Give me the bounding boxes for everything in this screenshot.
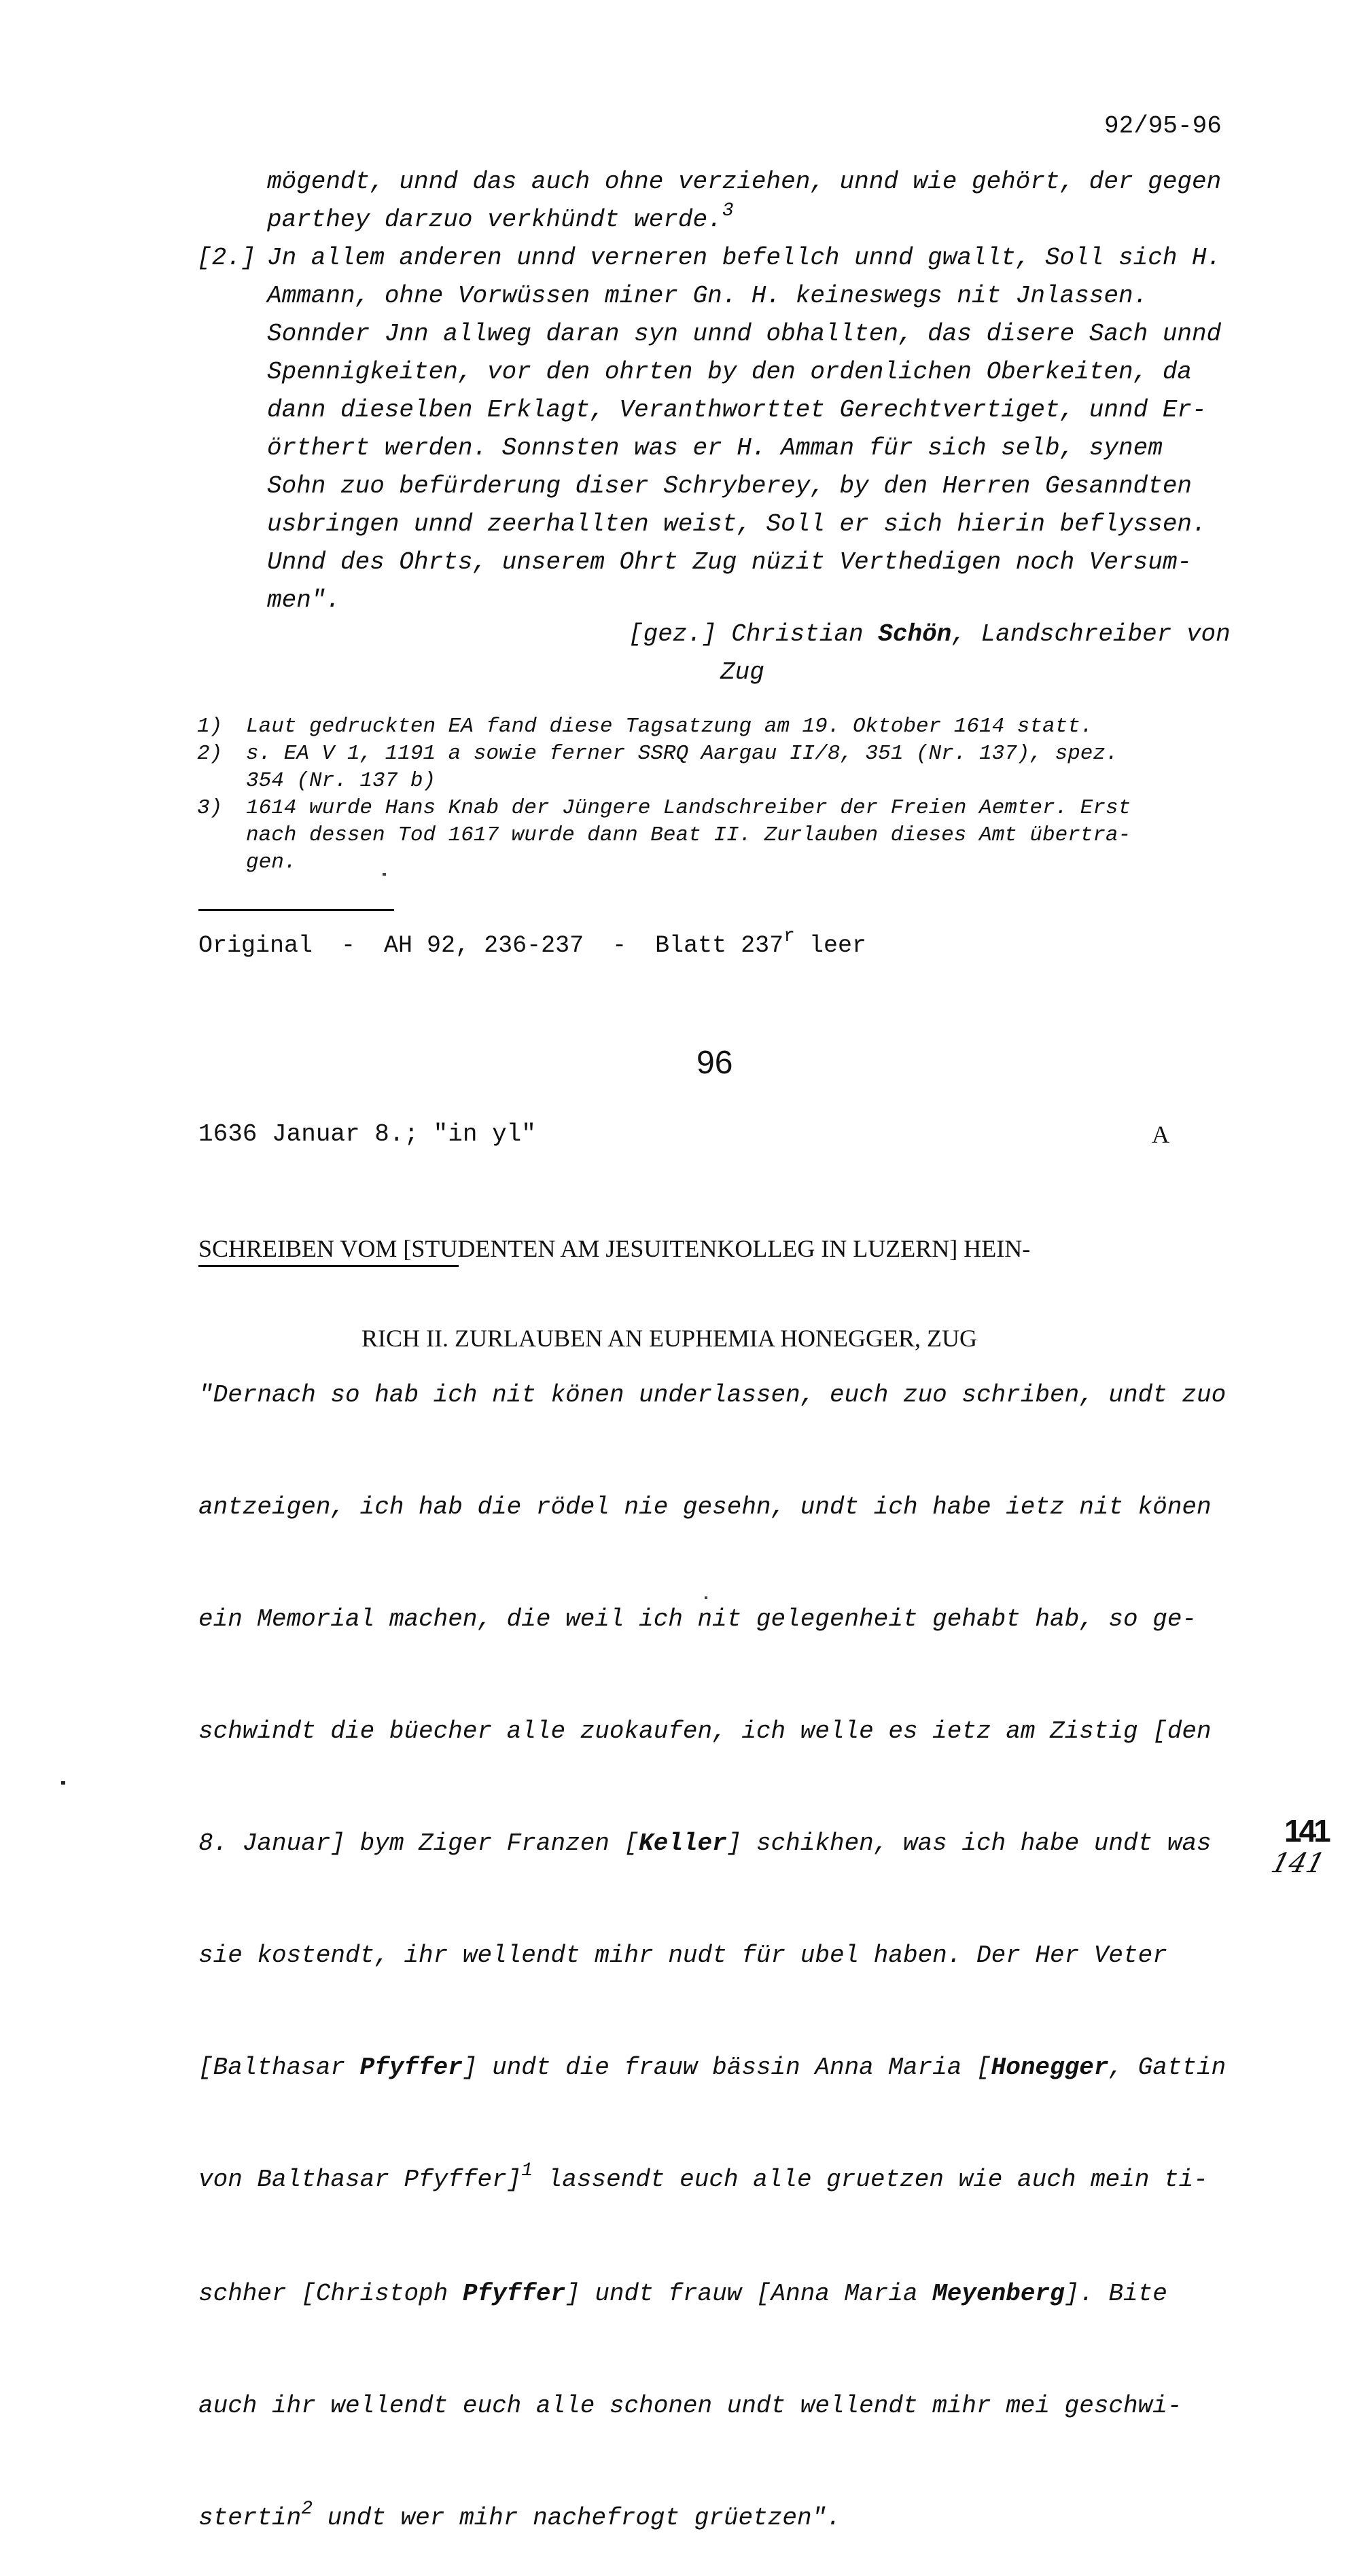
text-line: mögendt, unnd das auch ohne verziehen, unnd wie gehört, der gegen [267,168,1222,196]
source-note: Original - AH 92, 236-237 - Blatt 237$^r$ leer [198,926,866,959]
person-name: Pfyffer [462,2280,566,2308]
footnote-line: gen. [246,851,297,874]
text-line: antzeigen, ich hab die rödel nie gesehn, undt ich habe ietz nit könen [198,1493,1212,1521]
footnote-line: Laut gedruckten EA fand diese Tagsatzung am 19. Oktober 1614 statt. [246,715,1093,738]
text-line: örthert werden. Sonnsten was er H. Amman für sich selb, synem [267,434,1163,462]
title-divider [198,1265,459,1267]
text-line: parthey darzuo verkhündt werde.$^3$ [267,200,734,234]
footnote-ref: 1 [521,2160,533,2181]
text-line: "Dernach so hab ich nit könen underlassen, euch zuo schriben, undt zuo [198,1381,1226,1409]
text-line: auch ihr wellendt euch alle schonen undt wellendt mihr mei geschwi- [198,2392,1182,2420]
text-line: ein Memorial machen, die weil ich nit gelegenheit gehabt hab, so ge- [198,1605,1197,1633]
text-line: Spennigkeiten, vor den ohrten by den ordenlichen Oberkeiten, da [267,358,1193,386]
doc95-section-paragraph [267,239,1221,620]
page-stamp: 141 [1284,1813,1328,1848]
text-line: stertin$^2$ undt wer mihr nachefrogt grüetzen". [198,2499,841,2532]
person-name: Keller [639,1829,727,1857]
text-line: dann dieselben Erklagt, Veranthworttet Gerechtvertiget, unnd Er- [267,396,1207,424]
person-name: Honegger [991,2054,1109,2081]
text-line: Ammann, ohne Vorwüssen miner Gn. H. keineswegs nit Jnlassen. [267,282,1148,310]
person-name: Meyenberg [932,2280,1065,2308]
text-line: schher [Christoph Pfyffer] undt frauw [Anna Maria Meyenberg]. Bite [198,2280,1167,2308]
scan-speck [61,1781,65,1785]
text-line: Unnd des Ohrts, unserem Ohrt Zug nüzit Verthedigen noch Versum- [267,548,1193,576]
footnote-ref: 2 [301,2499,313,2520]
page-reference: 92/95-96 [1104,112,1222,140]
title-line: SCHREIBEN VOM [STUDENTEN AM JESUITENKOLLEG IN LUZERN] HEIN- [198,1235,1031,1262]
scan-speck [705,1596,707,1599]
text-line: usbringen unnd zeerhallten weist, Soll er sich hierin beflyssen. [267,510,1207,538]
footnote-2-number: 2) [197,742,223,766]
handwritten-page-number: 141 [1267,1848,1328,1879]
scan-speck [383,873,386,876]
text-line: sie kostendt, ihr wellendt mihr nudt für ubel haben. Der Her Veter [198,1942,1167,1969]
title-line: RICH II. ZURLAUBEN AN EUPHEMIA HONEGGER, ZUG [361,1325,977,1352]
recto-mark: r [783,926,795,947]
text-line: Sonnder Jnn allweg daran syn unnd obhallten, das disere Sach unnd [267,320,1222,348]
text-line: men". [267,586,341,614]
footnote-1 [246,713,1093,740]
text-line: von Balthasar Pfyffer]$^1$ lassendt euch alle gruetzen wie auch mein ti- [198,2160,1208,2194]
footnote-2 [246,740,1118,795]
signatory-name: Schön [878,620,952,648]
footnote-line: 1614 wurde Hans Knab der Jüngere Landschreiber der Freien Aemter. Erst [246,796,1131,820]
footnote-1-number: 1) [197,715,223,738]
text-line: 8. Januar] bym Ziger Franzen [Keller] schikhen, was ich habe undt was [198,1829,1212,1857]
person-name: Pfyffer [359,2054,463,2081]
footnote-line: nach dessen Tod 1617 wurde dann Beat II. Zurlauben dieses Amt übertra- [246,823,1131,847]
letter-body [198,1302,1226,2576]
doc95-tail-paragraph [267,163,1221,241]
document-number: 96 [696,1045,733,1081]
footnote-line: 354 (Nr. 137 b) [246,769,436,793]
footnote-3-number: 3) [197,796,223,820]
signature-line: [gez.] Christian Schön, Landschreiber von [629,620,1231,648]
footnote-ref: 3 [722,200,734,221]
document-classification: A [1152,1121,1169,1148]
text-line: Jn allem anderen unnd verneren befellch unnd gwallt, Soll sich H. [267,244,1222,272]
footnote-3 [246,795,1131,876]
source-divider [198,909,394,911]
text-line: [Balthasar Pfyffer] undt die frauw bässin Anna Maria [Honegger, Gattin [198,2054,1226,2081]
footnote-line: s. EA V 1, 1191 a sowie ferner SSRQ Aargau II/8, 351 (Nr. 137), spez. [246,742,1118,766]
section-marker: [2.] [197,244,256,272]
text-line: Sohn zuo befürderung diser Schryberey, by den Herren Gesanndten [267,472,1193,500]
signature-place: Zug [720,658,764,686]
document-date: 1636 Januar 8.; "in yl" [198,1120,536,1148]
text-line: schwindt die büecher alle zuokaufen, ich welle es ietz am Zistig [den [198,1717,1212,1745]
